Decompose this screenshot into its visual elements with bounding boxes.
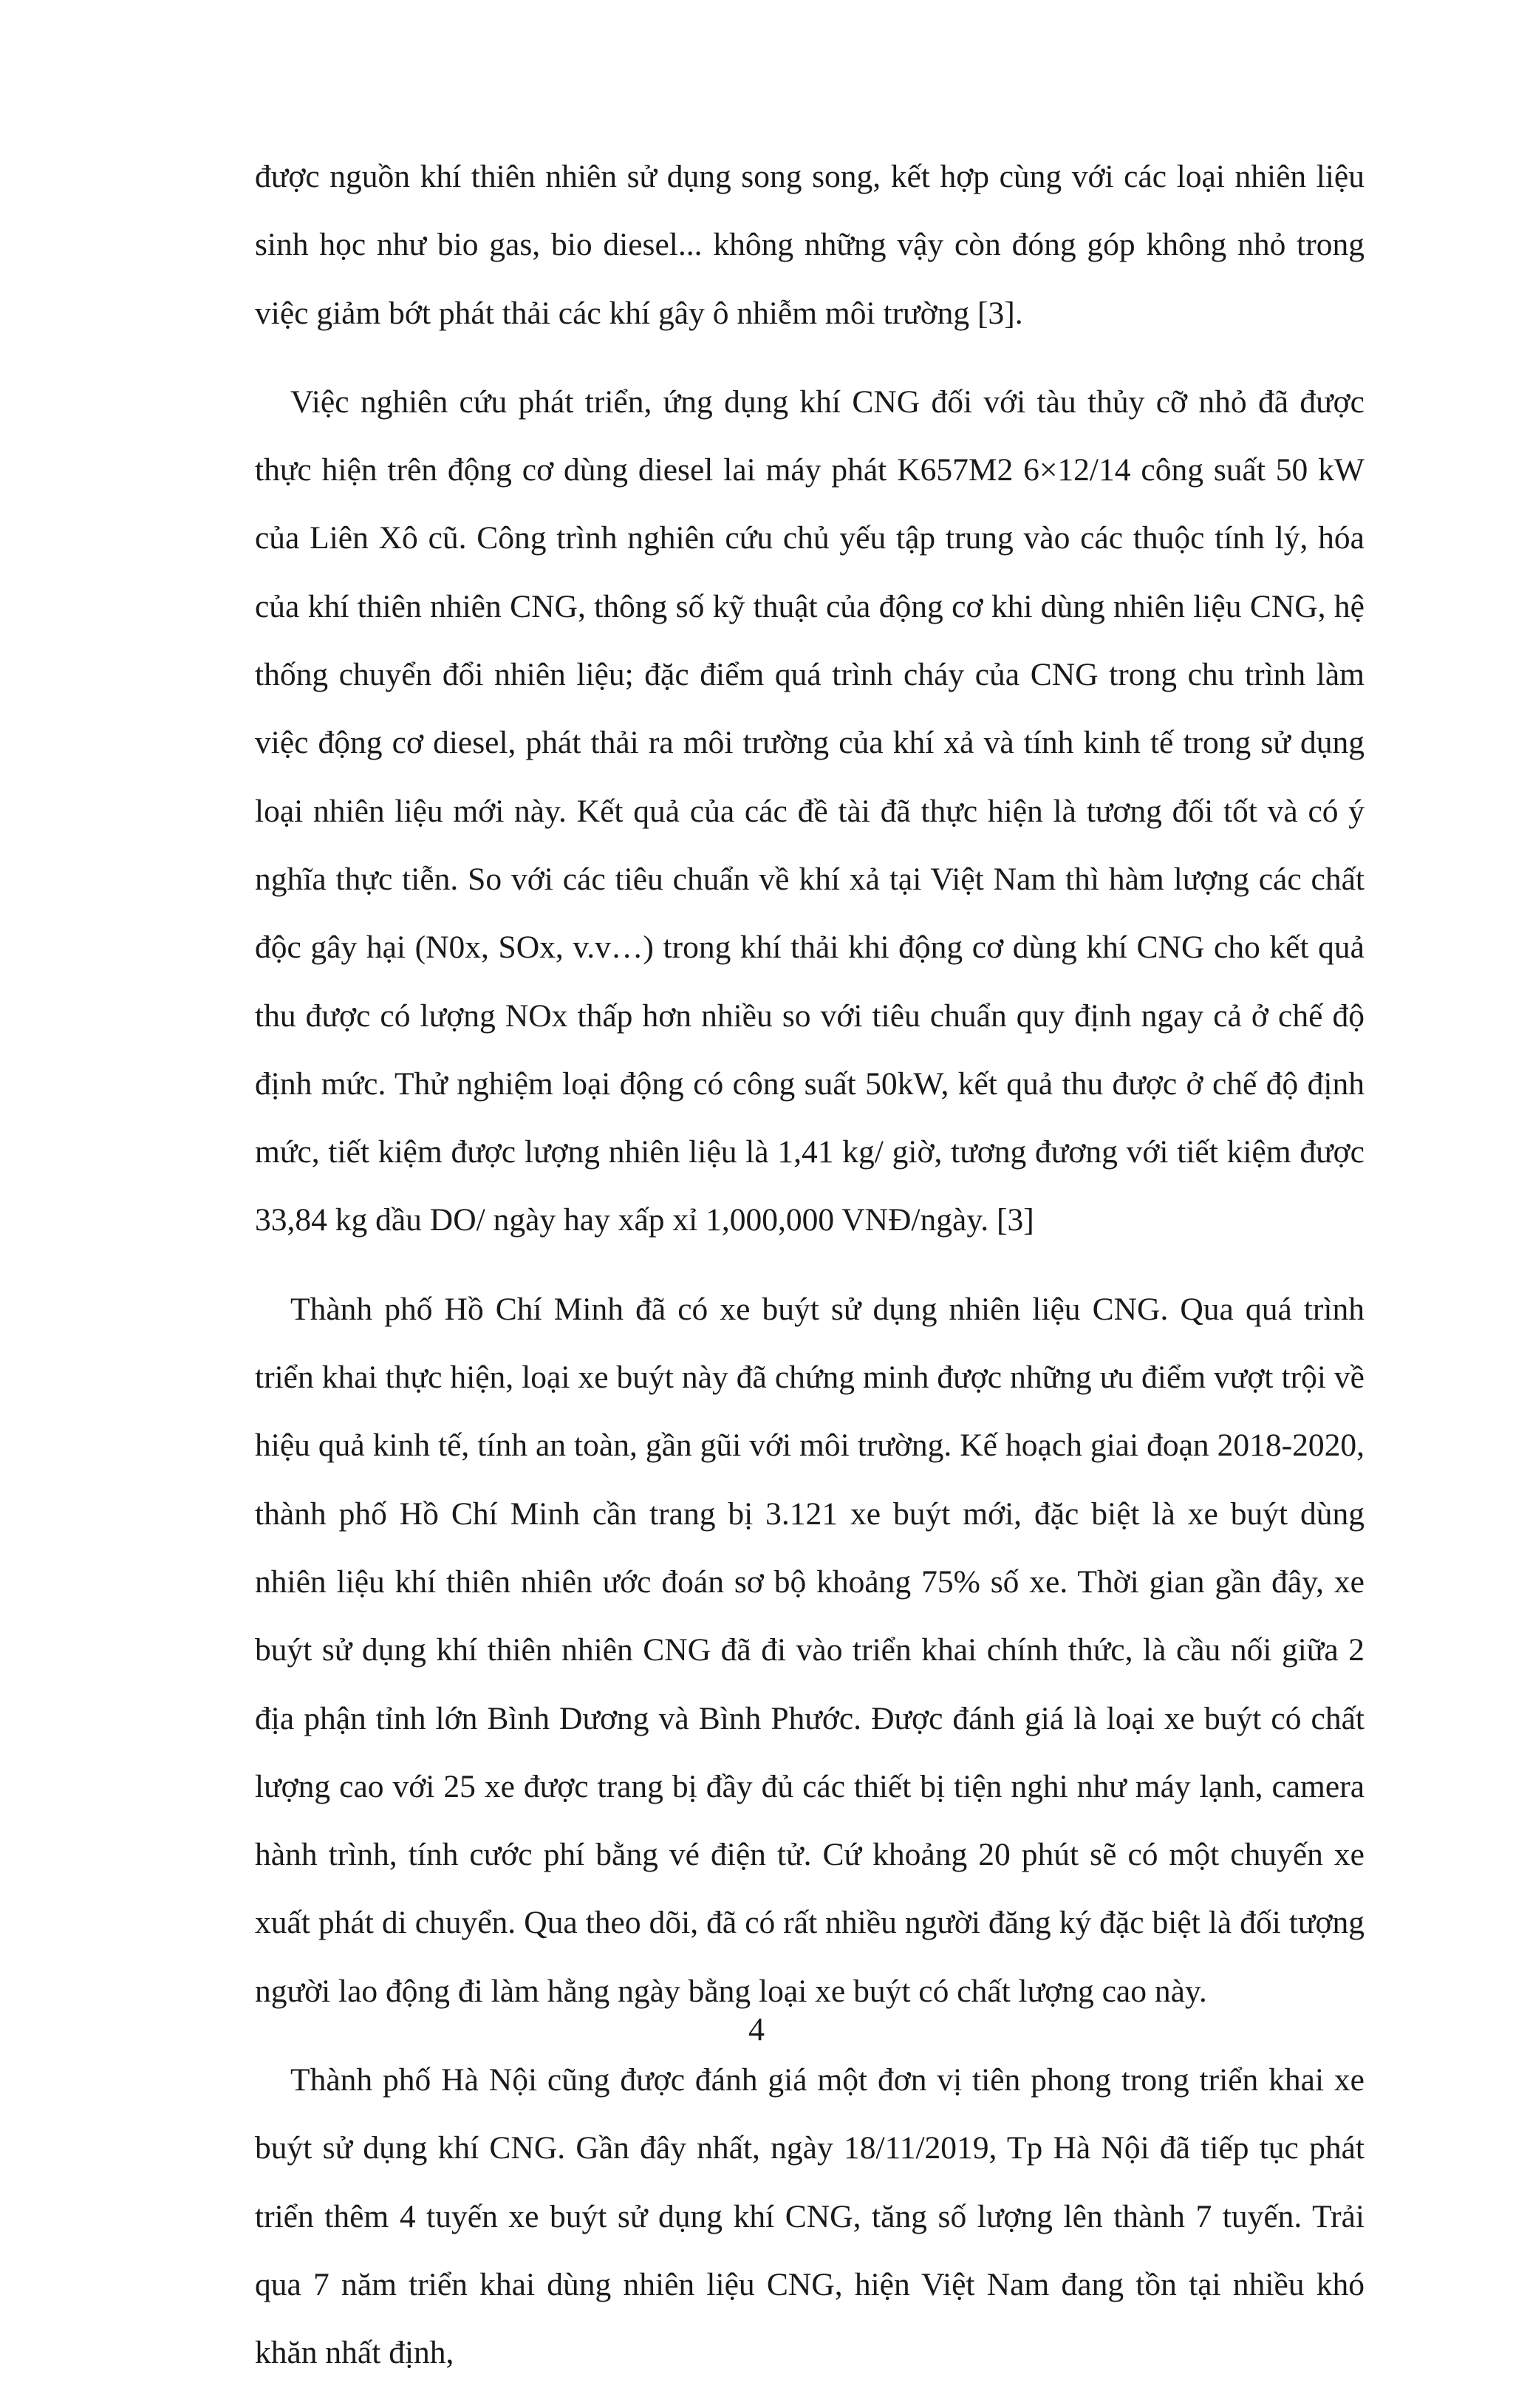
text-body [255,143,1365,2408]
paragraph-hcmc-cng-bus: Thành phố Hồ Chí Minh đã có xe buýt sử dụng nhiên liệu CNG. Qua quá trình triển khai thực hiện, loại xe buýt này đã chứng minh được những ưu điểm vượt trội về hiệu quả kinh tế, tính an toàn, gần gũi với môi trường. Kế hoạch giai đoạn 2018-2020, thành phố Hồ Chí Minh cần trang bị 3.121 xe buýt mới, đặc biệt là xe buýt dùng nhiên liệu khí thiên nhiên ước đoán sơ bộ khoảng 75% số xe. Thời gian gần đây, xe buýt sử dụng khí thiên nhiên CNG đã đi vào triển khai chính thức, là cầu nối giữa 2 địa phận tỉnh lớn Bình Dương và Bình Phước. Được đánh giá là loại xe buýt có chất lượng cao với 25 xe được trang bị đầy đủ các thiết bị tiện nghi như máy lạnh, camera hành trình, tính cước phí bằng vé điện tử. Cứ khoảng 20 phút sẽ có một chuyến xe xuất phát di chuyển. Qua theo dõi, đã có rất nhiều người đăng ký đặc biệt là đối tượng người lao động đi làm hằng ngày bằng loại xe buýt có chất lượng cao này. [255,1291,1365,2009]
paragraph-cng-ship-research: Việc nghiên cứu phát triển, ứng dụng khí CNG đối với tàu thủy cỡ nhỏ đã được thực hiện trên động cơ dùng diesel lai máy phát K657M2 6×12/14 công suất 50 kW của Liên Xô cũ. Công trình nghiên cứu chủ yếu tập trung vào các thuộc tính lý, hóa của khí thiên nhiên CNG, thông số kỹ thuật của động cơ khi dùng nhiên liệu CNG, hệ thống chuyển đổi nhiên liệu; đặc điểm quá trình cháy của CNG trong chu trình làm việc động cơ diesel, phát thải ra môi trường của khí xả và tính kinh tế trong sử dụng loại nhiên liệu mới này. Kết quả của các đề tài đã thực hiện là tương đối tốt và có ý nghĩa thực tiễn. So với các tiêu chuẩn về khí xả tại Việt Nam thì hàm lượng các chất độc gây hại (N0x, SOx, v.v…) trong khí thải khi động cơ dùng khí CNG cho kết quả thu được có lượng NOx thấp hơn nhiều so với tiêu chuẩn quy định ngay cả ở chế độ định mức. Thử nghiệm loại động có công suất 50kW, kết quả thu được ở chế độ định mức, tiết kiệm được lượng nhiên liệu là 1,41 kg/ giờ, tương đương với tiết kiệm được 33,84 kg dầu DO/ ngày hay xấp xỉ 1,000,000 VNĐ/ngày. [3] [255,383,1365,1238]
paragraph-continuation: được nguồn khí thiên nhiên sử dụng song song, kết hợp cùng với các loại nhiên liệu sinh học như bio gas, bio diesel... không những vậy còn đóng góp không nhỏ trong việc giảm bớt phát thải các khí gây ô nhiễm môi trường [3]. [255,159,1365,331]
page-number: 4 [748,2011,765,2047]
paragraph-hanoi-cng-bus: Thành phố Hà Nội cũng được đánh giá một đơn vị tiên phong trong triển khai xe buýt sử dụng khí CNG. Gần đây nhất, ngày 18/11/2019, Tp Hà Nội đã tiếp tục phát triển thêm 4 tuyến xe buýt sử dụng khí CNG, tăng số lượng lên thành 7 tuyến. Trải qua 7 năm triển khai dùng nhiên liệu CNG, hiện Việt Nam đang tồn tại nhiều khó khăn nhất định, [255,2062,1365,2371]
